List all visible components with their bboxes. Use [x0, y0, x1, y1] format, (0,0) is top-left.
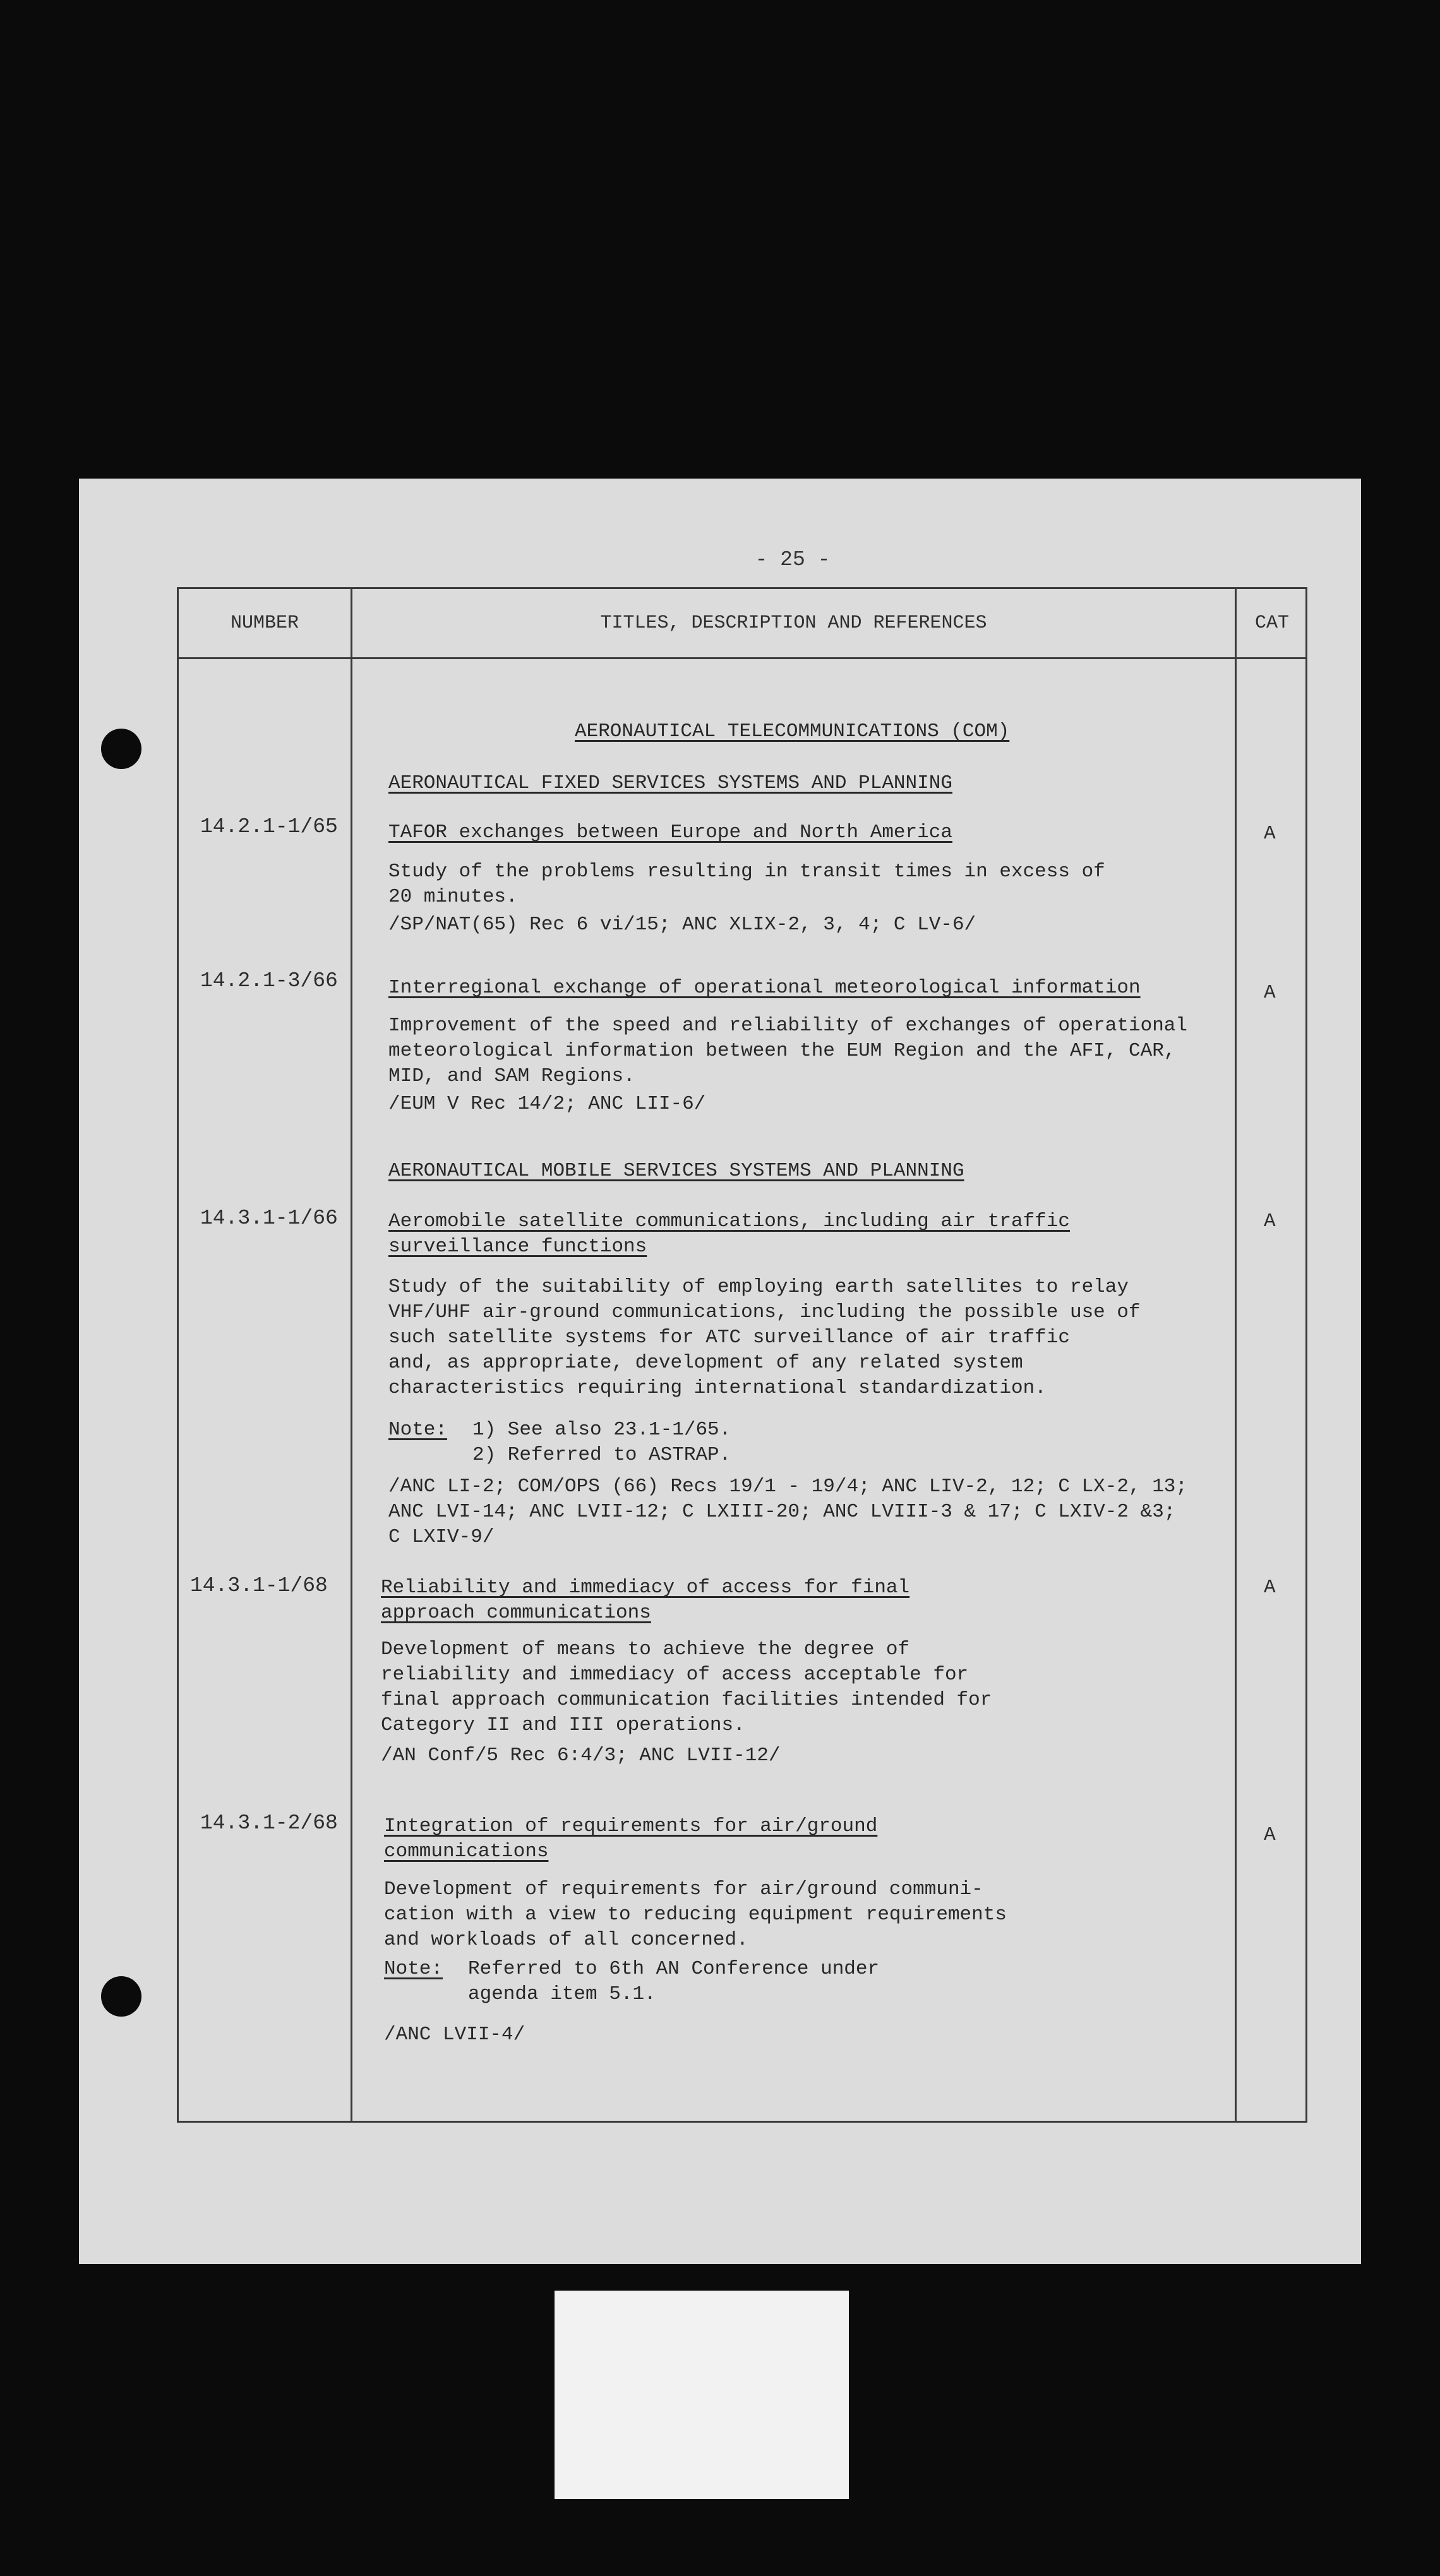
description-line: Study of the suitability of employing earth satellites to relay — [388, 1276, 1129, 1298]
subsection-mobile-services: AERONAUTICAL MOBILE SERVICES SYSTEMS AND PLANNING — [388, 1160, 964, 1182]
title-line: surveillance functions — [388, 1236, 647, 1258]
item-title: Interregional exchange of operational meteorological information — [388, 977, 1141, 999]
note-line: agenda item 5.1. — [468, 1983, 656, 2005]
reference-table — [177, 587, 1307, 2123]
punch-hole-top — [101, 729, 141, 769]
description-line: Improvement of the speed and reliability of exchanges of operational — [388, 1015, 1188, 1037]
item-category: A — [1264, 823, 1276, 845]
header-cat: CAT — [1254, 612, 1289, 634]
description-line: Study of the problems resulting in transit times in excess of — [388, 861, 1105, 883]
item-category: A — [1264, 1824, 1276, 1846]
description-line: and workloads of all concerned. — [384, 1929, 748, 1951]
item-description — [381, 1637, 992, 1738]
note-line: 1) See also 23.1-1/65. — [472, 1419, 731, 1441]
description-line: MID, and SAM Regions. — [388, 1065, 635, 1087]
title-line: Integration of requirements for air/ground — [384, 1815, 878, 1837]
header-number: NUMBER — [230, 612, 299, 634]
reference-line: C LXIV-9/ — [388, 1526, 495, 1548]
description-line: Development of means to achieve the degree of — [381, 1638, 910, 1661]
description-line: Category II and III operations. — [381, 1714, 745, 1736]
item-title — [381, 1575, 909, 1626]
item-title — [388, 1209, 1070, 1260]
description-line: Development of requirements for air/ground communi- — [384, 1878, 983, 1900]
column-divider-cat — [1235, 589, 1237, 2121]
item-references: /EUM V Rec 14/2; ANC LII-6/ — [388, 1093, 706, 1115]
item-title — [384, 1814, 877, 1864]
item-category: A — [1264, 1577, 1276, 1599]
column-divider-number — [351, 589, 352, 2121]
item-category: A — [1264, 1210, 1276, 1232]
target-card — [555, 2291, 849, 2499]
item-references — [388, 1474, 1187, 1550]
description-line: 20 minutes. — [388, 886, 518, 908]
reference-line: ANC LVI-14; ANC LVII-12; C LXIII-20; ANC LVIII-3 & 17; C LXIV-2 &3; — [388, 1501, 1176, 1523]
title-line: approach communications — [381, 1602, 651, 1624]
item-number: 14.2.1-3/66 — [200, 969, 338, 993]
description-line: VHF/UHF air-ground communications, including the possible use of — [388, 1301, 1141, 1323]
title-line: communications — [384, 1840, 549, 1863]
note-line: Referred to 6th AN Conference under — [468, 1958, 880, 1980]
document-page — [79, 479, 1361, 2264]
item-references: /ANC LVII-4/ — [384, 2024, 525, 2046]
item-title: TAFOR exchanges between Europe and North America — [388, 821, 952, 844]
description-line: such satellite systems for ATC surveillance of air traffic — [388, 1327, 1070, 1349]
description-line: meteorological information between the EUM Region and the AFI, CAR, — [388, 1040, 1176, 1062]
item-references: /SP/NAT(65) Rec 6 vi/15; ANC XLIX-2, 3, 4; C LV-6/ — [388, 914, 976, 936]
header-divider — [179, 657, 1305, 659]
reference-line: /ANC LI-2; COM/OPS (66) Recs 19/1 - 19/4; ANC LIV-2, 12; C LX-2, 13; — [388, 1476, 1188, 1498]
item-description — [388, 1275, 1141, 1401]
item-description — [384, 1877, 1007, 1953]
item-number: 14.3.1-1/66 — [200, 1207, 338, 1230]
item-category: A — [1264, 982, 1276, 1004]
subsection-fixed-services: AERONAUTICAL FIXED SERVICES SYSTEMS AND PLANNING — [388, 772, 952, 794]
item-number: 14.2.1-1/65 — [200, 815, 338, 838]
item-number: 14.3.1-2/68 — [200, 1811, 338, 1835]
punch-hole-bottom — [101, 1976, 141, 2017]
title-line: Reliability and immediacy of access for final — [381, 1577, 910, 1599]
note-label: Note: — [384, 1958, 443, 1980]
note-line: 2) Referred to ASTRAP. — [472, 1444, 731, 1466]
page-number: - 25 - — [755, 548, 831, 571]
description-line: reliability and immediacy of access acceptable for — [381, 1664, 969, 1686]
item-notes — [472, 1417, 731, 1468]
description-line: characteristics requiring international standardization. — [388, 1377, 1047, 1399]
item-description — [388, 1013, 1187, 1089]
note-label: Note: — [388, 1419, 448, 1441]
title-line: Aeromobile satellite communications, including air traffic — [388, 1210, 1070, 1232]
description-line: final approach communication facilities intended for — [381, 1689, 992, 1711]
description-line: and, as appropriate, development of any related system — [388, 1352, 1023, 1374]
item-references: /AN Conf/5 Rec 6:4/3; ANC LVII-12/ — [381, 1744, 781, 1767]
section-title: AERONAUTICAL TELECOMMUNICATIONS (COM) — [575, 720, 1010, 742]
header-titles: TITLES, DESCRIPTION AND REFERENCES — [600, 612, 987, 634]
item-number: 14.3.1-1/68 — [190, 1574, 328, 1597]
item-description — [388, 859, 1105, 910]
description-line: cation with a view to reducing equipment requirements — [384, 1904, 1007, 1926]
item-notes — [468, 1957, 879, 2007]
